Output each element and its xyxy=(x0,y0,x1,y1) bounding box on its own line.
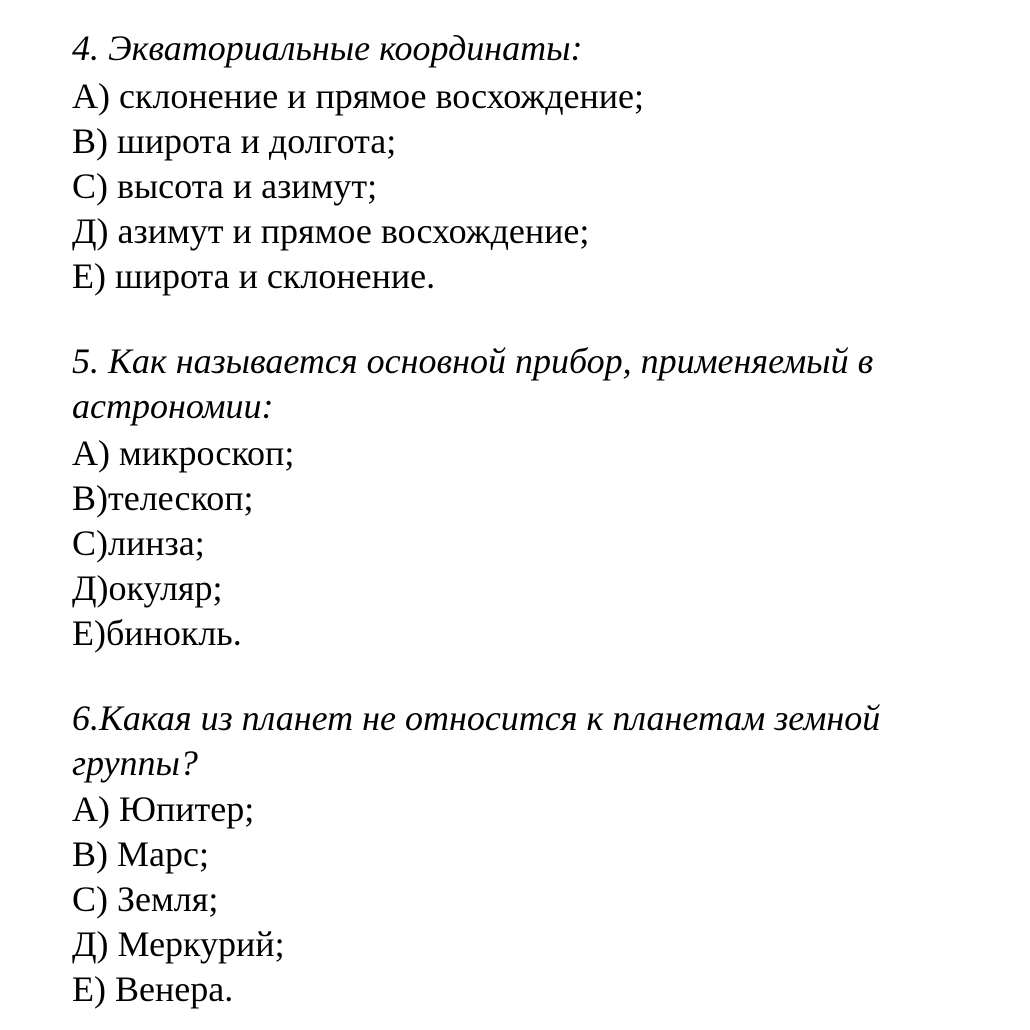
question-5-title-line-2: астрономии: xyxy=(72,386,274,426)
question-5-option-d: Д)окуляр; xyxy=(72,568,223,608)
question-6-option-c: С) Земля; xyxy=(72,879,219,919)
question-5-option-c: С)линза; xyxy=(72,523,205,563)
question-6-option-e: Е) Венера. xyxy=(72,969,234,1009)
question-4-option-a: А) склонение и прямое восхождение; xyxy=(72,76,645,116)
question-6-title-line-2: группы? xyxy=(72,743,198,783)
question-4-option-b: В) широта и долгота; xyxy=(72,121,397,161)
question-5-title-line-1: 5. Как называется основной прибор, применяемый в xyxy=(72,341,874,381)
question-6-option-a: А) Юпитер; xyxy=(72,789,255,829)
question-4-option-c: С) высота и азимут; xyxy=(72,166,378,206)
question-6-title-line-1: 6.Какая из планет не относится к планетам земной xyxy=(72,698,881,738)
question-5-option-e: Е)бинокль. xyxy=(72,613,242,653)
question-6-option-d: Д) Меркурий; xyxy=(72,924,285,964)
question-5-option-a: А) микроскоп; xyxy=(72,433,295,473)
question-6-option-b: В) Марс; xyxy=(72,834,209,874)
question-4-title: 4. Экваториальные координаты: xyxy=(72,28,583,68)
question-4-option-d: Д) азимут и прямое восхождение; xyxy=(72,211,590,251)
question-5-option-b: В)телескоп; xyxy=(72,478,254,518)
question-4-option-e: Е) широта и склонение. xyxy=(72,256,436,296)
